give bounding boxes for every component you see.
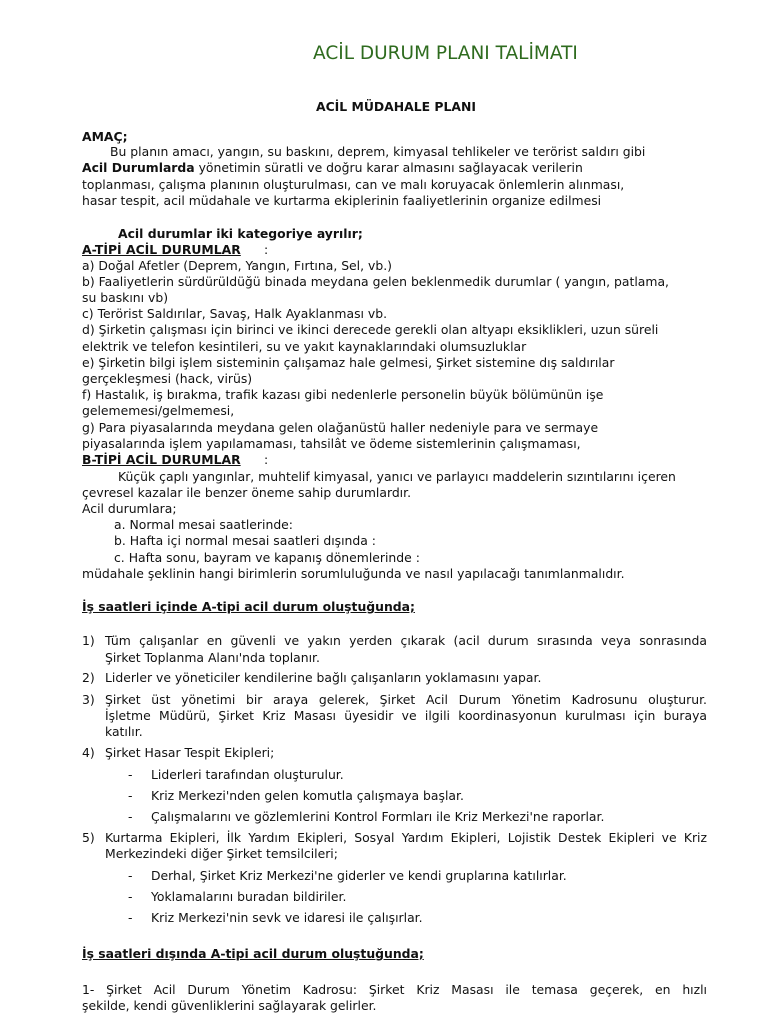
b-type-line: Acil durumlara; (82, 501, 177, 516)
amac-bold-term: Acil Durumlarda (82, 160, 195, 175)
list-item-line: İşletme Müdürü, Şirket Kriz Masası üyesidir ve ilgili koordinasyonun kurulması için buraya (105, 708, 707, 723)
sub-list-item: Yoklamalarını buradan bildiriler. (151, 889, 347, 904)
sub-list-item: Kriz Merkezi'nden gelen komutla çalışmaya başlar. (151, 788, 464, 803)
inside-hours-heading: İş saatleri içinde A-tipi acil durum oluştuğunda; (82, 599, 415, 614)
amac-line-rest: yönetimin süratli ve doğru karar almasını sağlayacak verilerin (194, 160, 583, 175)
a-type-line: su baskını vb) (82, 290, 169, 305)
amac-line (82, 160, 583, 176)
dash-bullet: - (128, 889, 133, 904)
a-type-colon: : (264, 242, 269, 257)
outside-hours-line: 1- Şirket Acil Durum Yönetim Kadrosu: Şirket Kriz Masası ile temasa geçerek, en hızlı (82, 982, 707, 997)
dash-bullet: - (128, 910, 133, 925)
list-item-line: Merkezindeki diğer Şirket temsilcileri; (105, 846, 338, 861)
a-type-line: gerçekleşmesi (hack, virüs) (82, 371, 253, 386)
a-type-line: f) Hastalık, iş bırakma, trafik kazası gibi nedenlerle personelin büyük bölümünün işe (82, 387, 604, 402)
document-title: ACİL DURUM PLANI TALİMATI (313, 43, 578, 64)
list-item-line: Şirket üst yönetimi bir araya gelerek, Şirket Acil Durum Yönetim Kadrosunu oluşturur. (105, 692, 707, 707)
list-item-line: Tüm çalışanlar en güvenli ve yakın yerden çıkarak (acil durum sırasında veya sonrasında (105, 633, 707, 648)
list-item-line: Liderler ve yöneticiler kendilerine bağlı çalışanların yoklamasını yapar. (105, 670, 542, 685)
a-type-heading: A-TİPİ ACİL DURUMLAR (82, 242, 241, 257)
dash-bullet: - (128, 767, 133, 782)
a-type-line: b) Faaliyetlerin sürdürüldüğü binada meydana gelen beklenmedik durumlar ( yangın, patlama, (82, 274, 669, 289)
b-type-item: c. Hafta sonu, bayram ve kapanış dönemlerinde : (114, 550, 420, 565)
dash-bullet: - (128, 868, 133, 883)
list-number: 3) (82, 692, 95, 707)
outside-hours-heading: İş saatleri dışında A-tipi acil durum oluştuğunda; (82, 946, 424, 961)
list-item-line: Şirket Hasar Tespit Ekipleri; (105, 745, 275, 760)
b-type-closing: müdahale şeklinin hangi birimlerin sorumluluğunda ve nasıl yapılacağı tanımlanmalıdır. (82, 566, 625, 581)
dash-bullet: - (128, 788, 133, 803)
a-type-line: e) Şirketin bilgi işlem sisteminin çalışamaz hale gelmesi, Şirket sistemine dış saldırılar (82, 355, 615, 370)
a-type-line: piyasalarında işlem yapılamaması, tahsilât ve ödeme sistemlerinin çalışmaması, (82, 436, 581, 451)
sub-list-item: Derhal, Şirket Kriz Merkezi'ne giderler ve kendi gruplarına katılırlar. (151, 868, 567, 883)
dash-bullet: - (128, 809, 133, 824)
b-type-colon: : (264, 452, 269, 467)
list-number: 5) (82, 830, 95, 845)
list-number: 2) (82, 670, 95, 685)
a-type-line: d) Şirketin çalışması için birinci ve ikinci derecede gerekli olan altyapı eksiklikleri, uzun süreli (82, 322, 659, 337)
categories-heading: Acil durumlar iki kategoriye ayrılır; (118, 226, 363, 241)
sub-list-item: Liderleri tarafından oluşturulur. (151, 767, 344, 782)
amac-line: Bu planın amacı, yangın, su baskını, deprem, kimyasal tehlikeler ve terörist saldırı gibi (110, 144, 646, 159)
sub-list-item: Kriz Merkezi'nin sevk ve idaresi ile çalışırlar. (151, 910, 423, 925)
sub-list-item: Çalışmalarını ve gözlemlerini Kontrol Formları ile Kriz Merkezi'ne raporlar. (151, 809, 605, 824)
list-item-line: Şirket Toplanma Alanı'nda toplanır. (105, 650, 320, 665)
list-number: 4) (82, 745, 95, 760)
a-type-line: g) Para piyasalarında meydana gelen olağanüstü haller nedeniyle para ve sermaye (82, 420, 599, 435)
list-number: 1) (82, 633, 95, 648)
b-type-line: Küçük çaplı yangınlar, muhtelif kimyasal, yanıcı ve parlayıcı maddelerin sızıntılarını içeren (118, 469, 676, 484)
amac-line: hasar tespit, acil müdahale ve kurtarma ekiplerinin faaliyetlerinin organize edilmesi (82, 193, 602, 208)
outside-hours-line: şekilde, kendi güvenliklerini sağlayarak gelirler. (82, 998, 377, 1013)
a-type-line: elektrik ve telefon kesintileri, su ve yakıt kaynaklarındaki olumsuzluklar (82, 339, 527, 354)
amac-heading: AMAÇ; (82, 129, 128, 144)
b-type-item: a. Normal mesai saatlerinde: (114, 517, 293, 532)
amac-line: toplanması, çalışma planının oluşturulması, can ve malı koruyacak önlemlerin alınması, (82, 177, 625, 192)
a-type-line: c) Terörist Saldırılar, Savaş, Halk Ayaklanması vb. (82, 306, 388, 321)
list-item-line: Kurtarma Ekipleri, İlk Yardım Ekipleri, Sosyal Yardım Ekipleri, Lojistik Destek Ekipleri ve Kriz (105, 830, 707, 845)
list-item-line: katılır. (105, 724, 143, 739)
b-type-line: çevresel kazalar ile benzer öneme sahip durumlardır. (82, 485, 412, 500)
a-type-line: a) Doğal Afetler (Deprem, Yangın, Fırtına, Sel, vb.) (82, 258, 392, 273)
b-type-heading: B-TİPİ ACİL DURUMLAR (82, 452, 241, 467)
section-subtitle: ACİL MÜDAHALE PLANI (316, 99, 476, 114)
b-type-item: b. Hafta içi normal mesai saatleri dışında : (114, 533, 376, 548)
a-type-line: gelememesi/gelmemesi, (82, 403, 235, 418)
